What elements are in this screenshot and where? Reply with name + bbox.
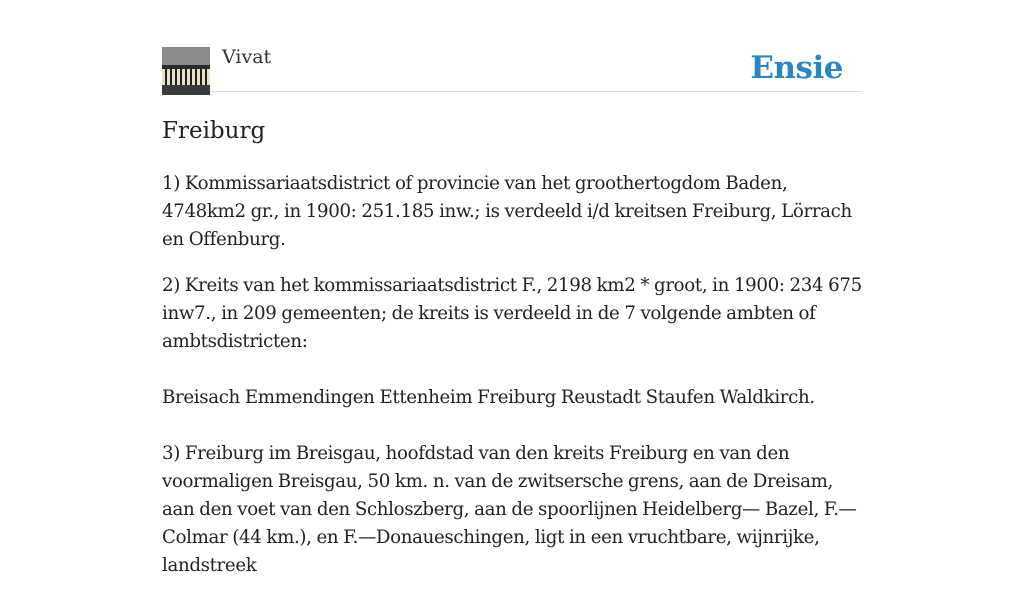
header xyxy=(162,0,862,92)
paragraph-1: 1) Kommissariaatsdistrict of provincie van het groothertogdom Baden, 4748km2 gr., in 1900: 251.185 inw.; is verdeeld i/d kreitsen Freiburg, Lörrach en Offenburg. xyxy=(162,173,852,250)
site-logo[interactable]: Ensie xyxy=(750,50,843,86)
profile-photo-icon xyxy=(162,47,210,95)
article-body xyxy=(162,170,862,580)
user-avatar[interactable] xyxy=(162,47,210,95)
username[interactable]: Vivat xyxy=(222,46,272,68)
paragraph-2: 2) Kreits van het kommissariaatsdistrict F., 2198 km2 * groot, in 1900: 234 675 inw7., in 209 gemeenten; de kreits is verdeeld in de 7 volgende ambten of ambtsdistricten: Breisach Emmendingen Ettenheim Freiburg Reustadt Staufen Waldkirch. 3) Freiburg im Breisgau, hoofdstad van den kreits Freiburg en van den voormaligen Breisgau, 50 km. n. van de zwitsersche grens, aan de Dreisam, aan den voet van den Schloszberg, aan de spoorlijnen Heidelberg— Bazel, F.—Colmar (44 km.), en F.—Donaueschingen, ligt in een vruchtbare, wijnrijke, landstreek xyxy=(162,275,862,576)
article-title: Freiburg xyxy=(162,118,266,144)
page xyxy=(162,0,862,598)
